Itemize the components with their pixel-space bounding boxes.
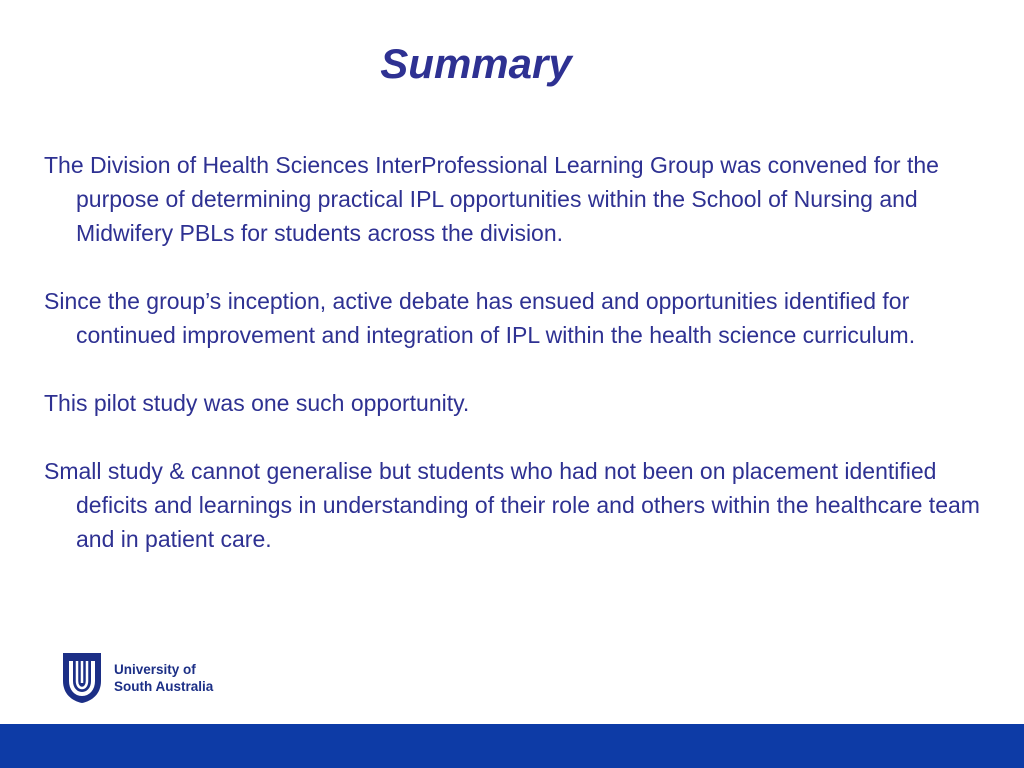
logo-wordmark: [114, 661, 213, 695]
summary-body: [44, 148, 1006, 556]
unisa-shield-icon: [63, 653, 101, 703]
summary-paragraph: The Division of Health Sciences InterProfessional Learning Group was convened for the purpose of determining practical IPL opportunities within the School of Nursing and Midwifery PBLs for students across the division.: [44, 152, 939, 246]
logo-line-2: South Australia: [114, 679, 214, 694]
summary-paragraph: Small study & cannot generalise but students who had not been on placement identified deficits and learnings in understanding of their role and others within the healthcare team and in patient care.: [44, 458, 980, 552]
slide-title: Summary: [380, 40, 572, 87]
logo-line-1: University of: [114, 662, 196, 677]
university-logo: [63, 652, 213, 704]
summary-paragraph: This pilot study was one such opportunity.: [44, 390, 470, 416]
summary-paragraph: Since the group’s inception, active debate has ensued and opportunities identified for continued improvement and integration of IPL within the health science curriculum.: [44, 288, 916, 348]
footer-bar: [0, 724, 1024, 768]
